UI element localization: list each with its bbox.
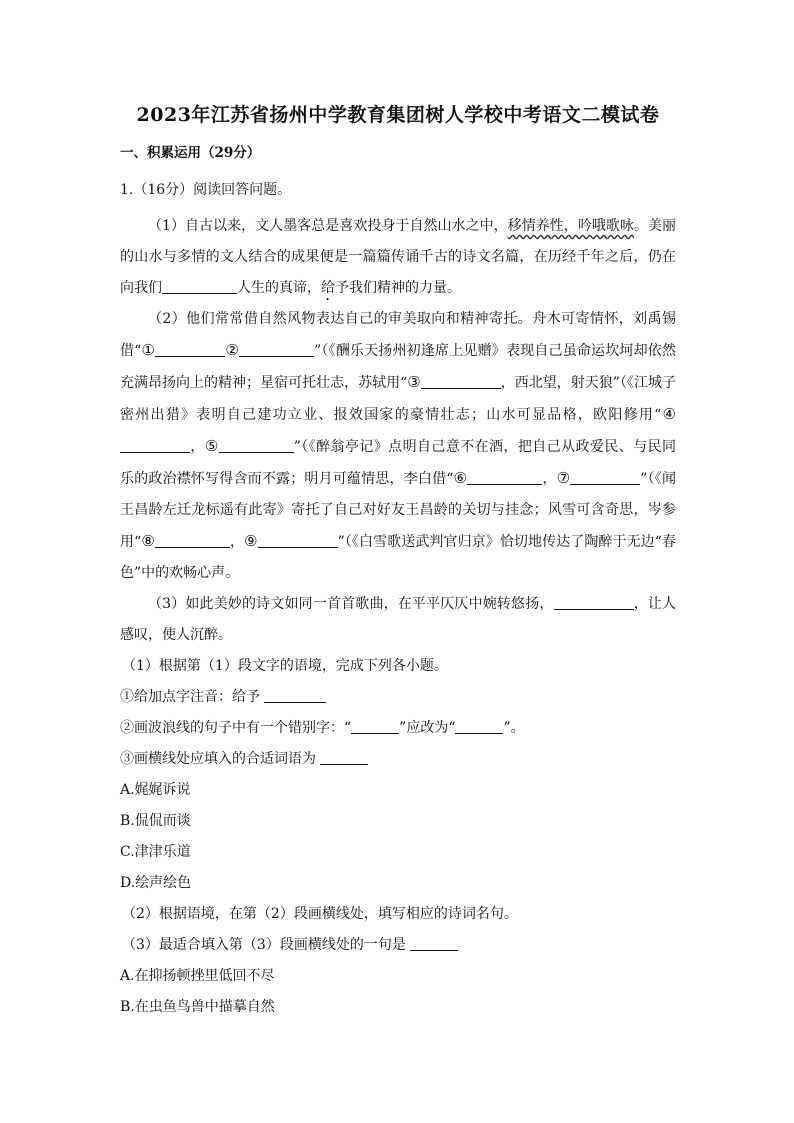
answer-blank[interactable]	[455, 717, 503, 734]
passage-paragraph-1: （1）自古以来，文人墨客总是喜欢投身于自然山水之中，移情养性，吟哦歌咏。美丽的山水与多情的文人结合的成果便是一篇篇传诵千古的诗文名篇，在历经千年之后，仍在向我们 人生的真谛，给予我们精神的力量。	[120, 218, 676, 296]
passage-paragraph-3: （3）如此美妙的诗文如同一首首歌曲，在平平仄仄中婉转悠扬， ，让人感叹，使人沉醉。	[120, 589, 676, 651]
dotted-character: 给	[321, 280, 335, 296]
item-1: ①给加点字注音：给予	[120, 682, 676, 713]
option-a[interactable]: A.娓娓诉说	[120, 782, 191, 798]
sub-question-3: （3）最适合填入第（3）段画横线处的一句是	[122, 930, 676, 961]
wavy-underlined-sentence: 移情养性，吟哦歌咏	[507, 218, 634, 234]
answer-blank[interactable]	[554, 593, 634, 610]
question-stem: 1.（16分）阅读回答问题。	[120, 182, 292, 198]
answer-blank-5[interactable]	[219, 436, 294, 453]
answer-blank[interactable]	[320, 748, 368, 765]
section-heading: 一、积累运用（29分）	[120, 145, 261, 161]
passage-paragraph-2: （2）他们常常借自然风物表达自己的审美取向和精神寄托。舟木可寄情怀，刘禹锡借“① ② ”（《酬乐天扬州初逢席上见赠》表现自己虽命运坎坷却依然充满昂扬向上的精神；星宿可托壮志，苏轼用“③ ，西北望，射天狼”（《江城子密州出猎》表明自己建功立业、报效国家的豪情壮志；山水可显品格，欧阳修用“④，⑤ ”（《醉翁亭记》点明自己意不在酒，把自己从政爱民、与民同乐的政治襟怀写得含而不露；明月可蕴情思，李白借“⑥ ，⑦ ”（《闻王昌龄左迁龙标遥有此寄》寄托了自己对好友王昌龄的关切与挂念；风雪可含奇思，岑参用“⑧ ，⑨ ”（《白雪歌送武判官归京》恰切地传达了陶醉于无边“春色”中的欢畅心声。	[120, 311, 677, 581]
item-2: ②画波浪线的句子中有一个错别字：“ ”应改为“ ”。	[120, 713, 676, 744]
answer-blank[interactable]	[162, 277, 237, 294]
answer-blank-6[interactable]	[467, 468, 542, 485]
answer-blank-8[interactable]	[155, 531, 230, 548]
sub-question-2: （2）根据语境，在第（2）段画横线处，填写相应的诗词名句。	[122, 906, 518, 922]
answer-blank[interactable]	[264, 686, 326, 703]
option-a[interactable]: A.在抑扬顿挫里低回不尽	[120, 968, 275, 984]
item-3: ③画横线处应填入的合适词语为	[120, 744, 676, 775]
answer-blank-4[interactable]	[120, 436, 190, 453]
option-b[interactable]: B.在虫鱼鸟兽中描摹自然	[120, 999, 275, 1015]
option-d[interactable]: D.绘声绘色	[120, 875, 192, 891]
option-b[interactable]: B.侃侃而谈	[120, 813, 191, 829]
answer-blank-7[interactable]	[570, 468, 640, 485]
answer-blank[interactable]	[351, 717, 399, 734]
answer-blank-2[interactable]	[239, 340, 314, 357]
exam-title: 2023年江苏省扬州中学教育集团树人学校中考语文二模试卷	[136, 104, 660, 126]
sub-question-1: （1）根据第（1）段文字的语境，完成下列各小题。	[122, 658, 448, 674]
option-c[interactable]: C.津津乐道	[120, 844, 191, 860]
answer-blank-9[interactable]	[258, 531, 338, 548]
answer-blank-1[interactable]	[155, 340, 225, 357]
answer-blank[interactable]	[410, 934, 458, 951]
answer-blank-3[interactable]	[421, 372, 501, 389]
